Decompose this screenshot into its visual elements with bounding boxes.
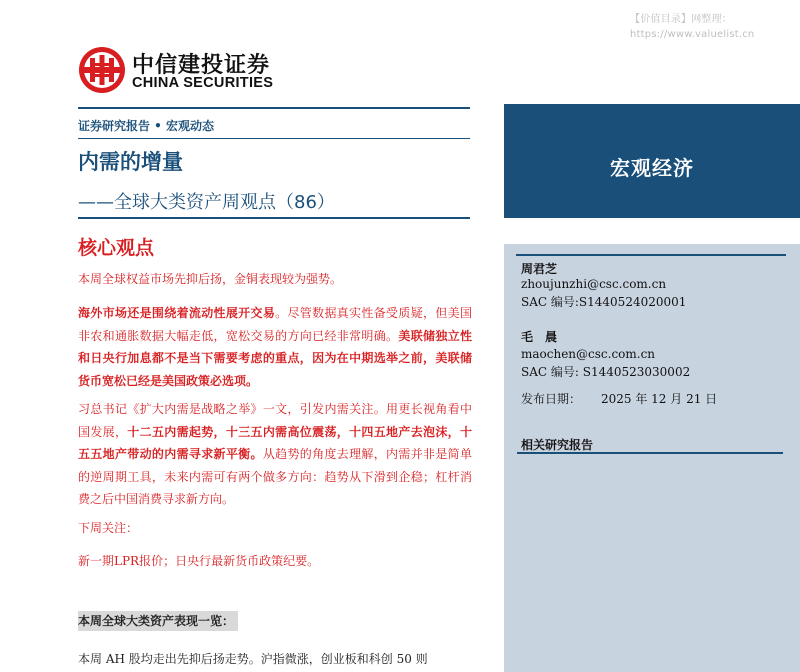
header-rule xyxy=(78,107,470,109)
watermark-line-2: https://www.valuelist.cn xyxy=(630,29,755,40)
watermark-line-1: 【价值目录】网整理： xyxy=(630,14,732,25)
brand-name-en: CHINA SECURITIES xyxy=(132,75,274,91)
core-paragraph-1: 本周全球权益市场先抑后扬，金铜表现较为强势。 xyxy=(78,272,343,286)
asset-overview-text: 本周 AH 股均走出先抑后扬走势。沪指微涨，创业板和科创 50 则 xyxy=(78,652,428,666)
core-paragraph-3-bold: 十二五内需起势，十三五内需高位震荡，十四五地产去泡沫，十五五地产带动的内需寻求新平衡。 xyxy=(78,424,472,461)
analyst-2-sac: SAC 编号: S1440523030002 xyxy=(521,365,691,379)
analyst-1-name: 周君芝 xyxy=(521,262,558,276)
core-paragraph-2-bold-2: 美联储独立性和日央行加息都不是当下需要考虑的重点，因为在中期选举之前，美联储货币宽松已经是美国政策必选项。 xyxy=(78,328,472,388)
asset-overview-heading: 本周全球大类资产表现一览： xyxy=(78,611,238,631)
core-paragraph-2-bold-1: 海外市场还是围绕着流动性展开交易 xyxy=(78,306,276,320)
analyst-1-email[interactable]: zhoujunzhi@csc.com.cn xyxy=(521,277,667,291)
analyst-2-email[interactable]: maochen@csc.com.cn xyxy=(521,347,656,361)
watermark xyxy=(630,12,754,42)
title-rule xyxy=(78,217,470,219)
report-title: 内需的增量 xyxy=(78,150,183,174)
core-paragraph-2 xyxy=(78,302,472,392)
core-paragraph-3-text-1: 习总书记《扩大内需是战略之举》一文，引发内需关注。用更长视角看中国发展， xyxy=(78,402,472,439)
brand-name-cn: 中信建投证券 xyxy=(132,53,271,78)
publish-date-value: 2025 年 12 月 21 日 xyxy=(601,392,718,406)
related-reports-rule xyxy=(517,452,783,454)
company-logo xyxy=(78,46,298,96)
sidebar-section-title: 宏观经济 xyxy=(610,156,694,180)
core-paragraph-3-text-2: 从趋势的角度去理解，内需并非是简单的逆周期工具，未来内需可有两个做多方向：趋势从下滑到企稳；杠杆消费之后中国消费寻求新方向。 xyxy=(78,447,472,506)
report-category: 证券研究报告 • 宏观动态 xyxy=(78,119,215,133)
report-subtitle: ——全球大类资产周观点（86） xyxy=(78,192,335,213)
category-rule xyxy=(78,138,470,139)
sidebar-panel-rule xyxy=(516,254,786,256)
citic-logo-icon xyxy=(78,46,126,94)
related-reports-heading: 相关研究报告 xyxy=(521,438,594,452)
core-paragraph-3 xyxy=(78,398,472,511)
next-week-label: 下周关注： xyxy=(78,521,139,535)
analyst-2-name: 毛 晨 xyxy=(521,330,558,344)
analyst-1-sac: SAC 编号:S1440524020001 xyxy=(521,295,687,309)
next-week-items: 新一期LPR报价；日央行最新货币政策纪要。 xyxy=(78,554,320,568)
core-view-heading: 核心观点 xyxy=(78,237,155,259)
publish-date-label: 发布日期： xyxy=(521,392,582,406)
core-paragraph-2-text: 。尽管数据真实性备受质疑，但美国非农和通胀数据大幅走低，宽松交易的方向已经非常明确。 xyxy=(78,306,472,343)
